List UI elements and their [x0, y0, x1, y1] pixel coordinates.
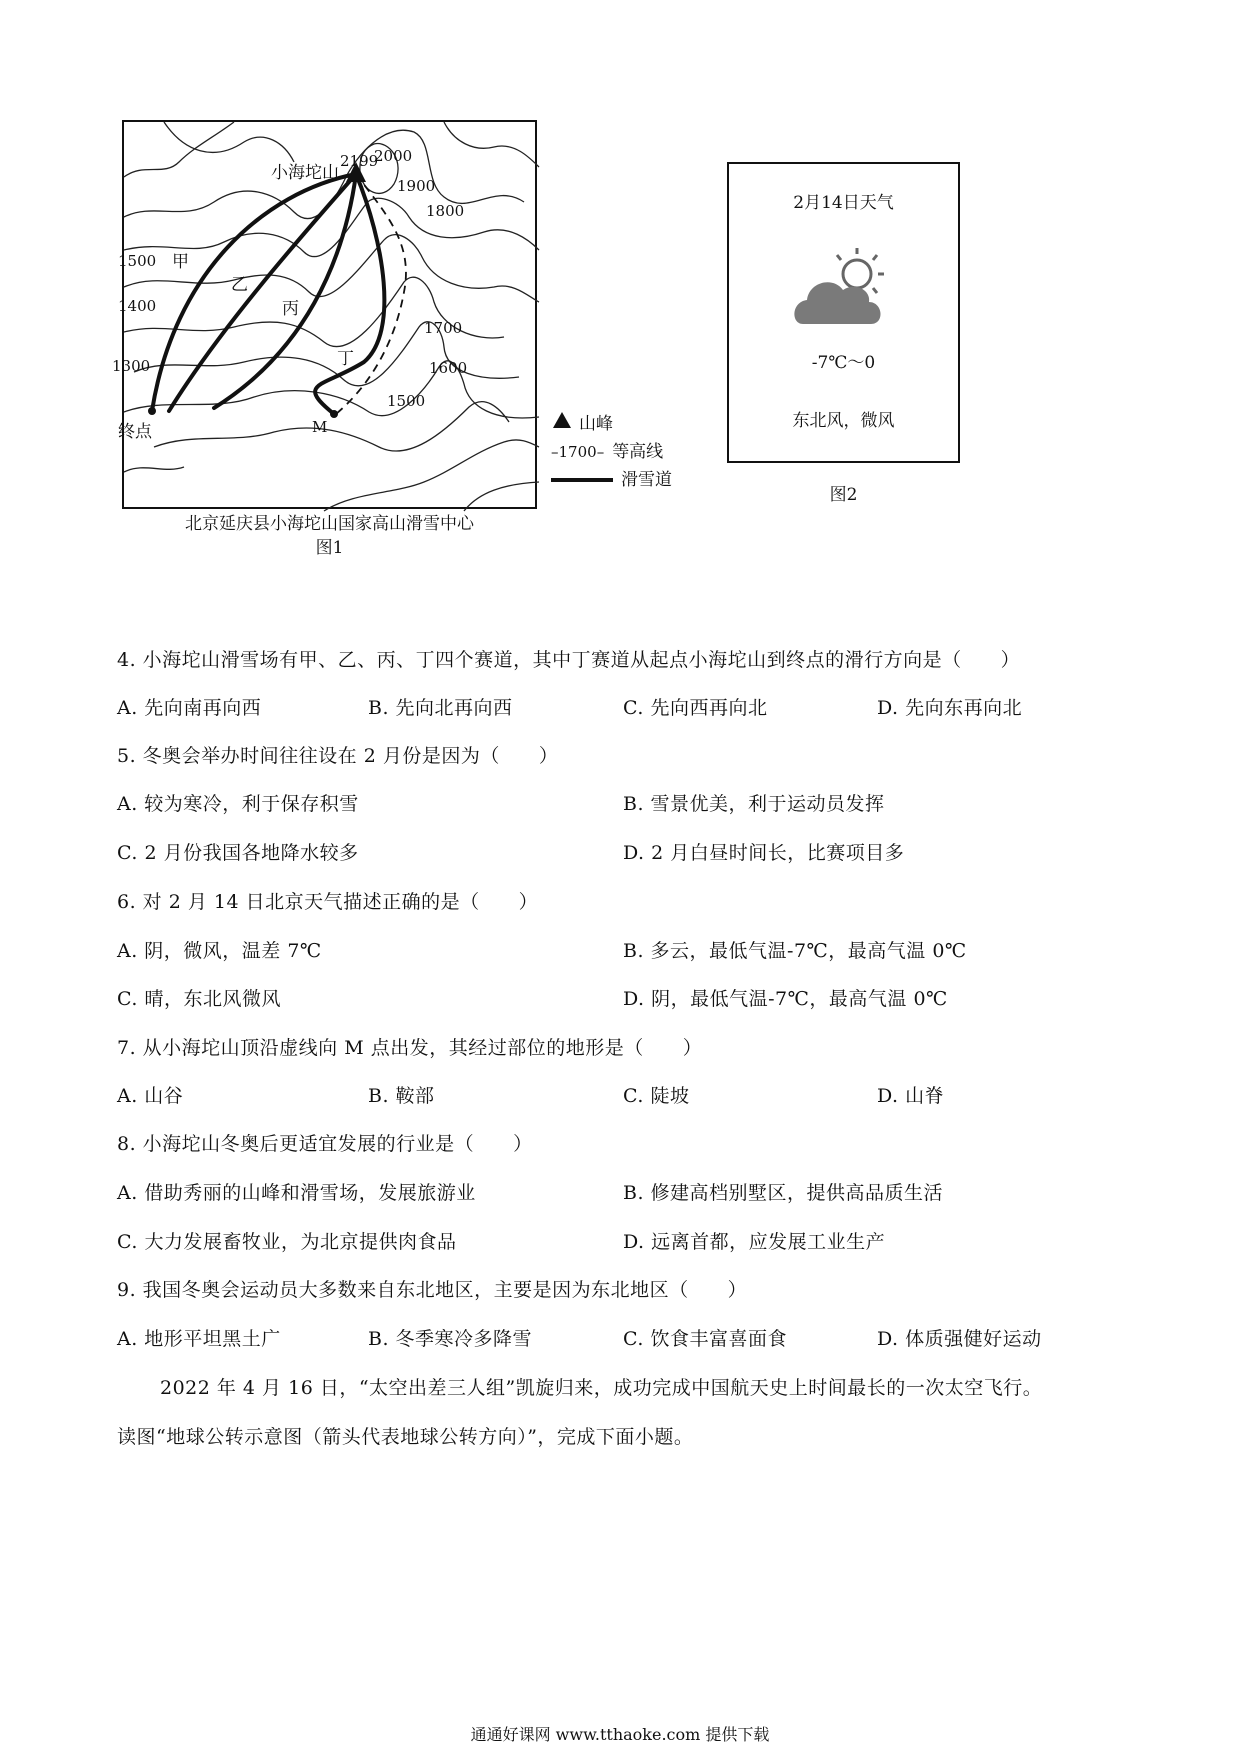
legend-contour-label: 等高线: [612, 442, 664, 462]
question-8-option-b: B. 修建高档别墅区，提供高品质生活: [623, 1182, 944, 1204]
question-5-option-b: B. 雪景优美，利于运动员发挥: [623, 793, 885, 815]
legend-row-peak: [551, 410, 672, 438]
question-6-stem: 6. 对 2 月 14 日北京天气描述正确的是（ ）: [117, 891, 539, 913]
question-8-option-d: D. 远离首都，应发展工业生产: [623, 1231, 886, 1253]
weather-wind: 东北风，微风: [792, 411, 895, 431]
figure1-caption-title: 北京延庆县小海坨山国家高山滑雪中心: [185, 514, 474, 534]
course-label-yi: 乙: [231, 275, 248, 295]
point-m-dot: [330, 410, 338, 418]
question-7-option-c: C. 陡坡: [623, 1085, 690, 1107]
contour-label: 1300: [112, 357, 151, 375]
contour-label: 1900: [397, 177, 436, 195]
peak-name-label: 小海坨山: [271, 163, 339, 183]
question-8-option-c: C. 大力发展畜牧业，为北京提供肉食品: [117, 1231, 457, 1253]
question-5-option-c: C. 2 月份我国各地降水较多: [117, 842, 359, 864]
contour-label: 1600: [429, 359, 468, 377]
question-7-option-d: D. 山脊: [877, 1085, 945, 1107]
point-m-label: M: [312, 418, 328, 436]
contour-label: 1500: [387, 392, 426, 410]
question-9-option-c: C. 饮食丰富喜面食: [623, 1328, 787, 1350]
legend-ski-run-label: 滑雪道: [621, 470, 672, 490]
question-7-option-a: A. 山谷: [117, 1085, 184, 1107]
course-label-jia: 甲: [172, 252, 189, 272]
figure1-caption-number: 图1: [315, 538, 344, 558]
weather-title: 2月14日天气: [793, 193, 894, 213]
question-5-option-a: A. 较为寒冷，利于保存积雪: [117, 793, 359, 815]
contour-map: [112, 120, 537, 509]
question-4-option-d: D. 先向东再向北: [877, 697, 1023, 719]
end-point-label: 终点: [118, 422, 152, 442]
question-6-option-b: B. 多云，最低气温-7℃，最高气温 0℃: [623, 940, 967, 962]
question-9-option-a: A. 地形平坦黑土广: [117, 1328, 281, 1350]
end-point-dot: [148, 407, 156, 415]
contour-label: 1800: [426, 202, 465, 220]
legend-contour-symbol: –1700–: [551, 443, 605, 461]
legend-contour-value: 1700: [558, 443, 597, 461]
figure1-caption: [122, 512, 537, 560]
weather-box: [727, 162, 960, 463]
ski-run-line-icon: [551, 466, 621, 494]
contour-label: 1500: [118, 252, 157, 270]
peak-elevation-label: 2199: [340, 152, 379, 170]
legend-peak-label: 山峰: [579, 414, 613, 434]
question-4-option-c: C. 先向西再向北: [623, 697, 768, 719]
passage-line-1: 2022 年 4 月 16 日，“太空出差三人组”凯旋归来，成功完成中国航天史上时间最长的一次太空飞行。: [160, 1377, 1043, 1399]
figure2-caption: 图2: [829, 485, 858, 505]
contour-label: 2000: [374, 147, 413, 165]
question-6-option-a: A. 阴，微风，温差 7℃: [117, 940, 322, 962]
question-5-option-d: D. 2 月白昼时间长，比赛项目多: [623, 842, 905, 864]
question-7-option-b: B. 鞍部: [368, 1085, 435, 1107]
partly-cloudy-icon: [789, 242, 901, 336]
legend-row-ski-run: [551, 466, 672, 494]
contour-label: 1400: [118, 297, 157, 315]
weather-temperature: -7℃～0: [811, 353, 876, 373]
question-9-option-b: B. 冬季寒冷多降雪: [368, 1328, 533, 1350]
question-4-option-a: A. 先向南再向西: [117, 697, 262, 719]
question-4-stem: 4. 小海坨山滑雪场有甲、乙、丙、丁四个赛道，其中丁赛道从起点小海坨山到终点的滑行方向是（ ）: [117, 649, 1021, 671]
question-9-stem: 9. 我国冬奥会运动员大多数来自东北地区，主要是因为东北地区（ ）: [117, 1279, 748, 1301]
question-4-option-b: B. 先向北再向西: [368, 697, 513, 719]
question-5-stem: 5. 冬奥会举办时间往往设在 2 月份是因为（ ）: [117, 745, 559, 767]
passage-line-2: 读图“地球公转示意图（箭头代表地球公转方向）”，完成下面小题。: [117, 1426, 694, 1448]
question-8-stem: 8. 小海坨山冬奥后更适宜发展的行业是（ ）: [117, 1133, 533, 1155]
question-8-option-a: A. 借助秀丽的山峰和滑雪场，发展旅游业: [117, 1182, 476, 1204]
contour-label: 1700: [424, 319, 463, 337]
course-label-ding: 丁: [337, 349, 354, 369]
map-legend: [551, 410, 672, 494]
page-footer: 通通好课网 www.tthaoke.com 提供下载: [470, 1725, 770, 1744]
question-6-option-c: C. 晴，东北风微风: [117, 988, 281, 1010]
peak-icon: [551, 410, 579, 438]
question-7-stem: 7. 从小海坨山顶沿虚线向 M 点出发，其经过部位的地形是（ ）: [117, 1037, 703, 1059]
question-9-option-d: D. 体质强健好运动: [877, 1328, 1042, 1350]
ski-runs: [152, 174, 384, 414]
legend-row-contour: [551, 438, 672, 466]
course-label-bing: 丙: [282, 299, 299, 319]
question-6-option-d: D. 阴，最低气温-7℃，最高气温 0℃: [623, 988, 948, 1010]
